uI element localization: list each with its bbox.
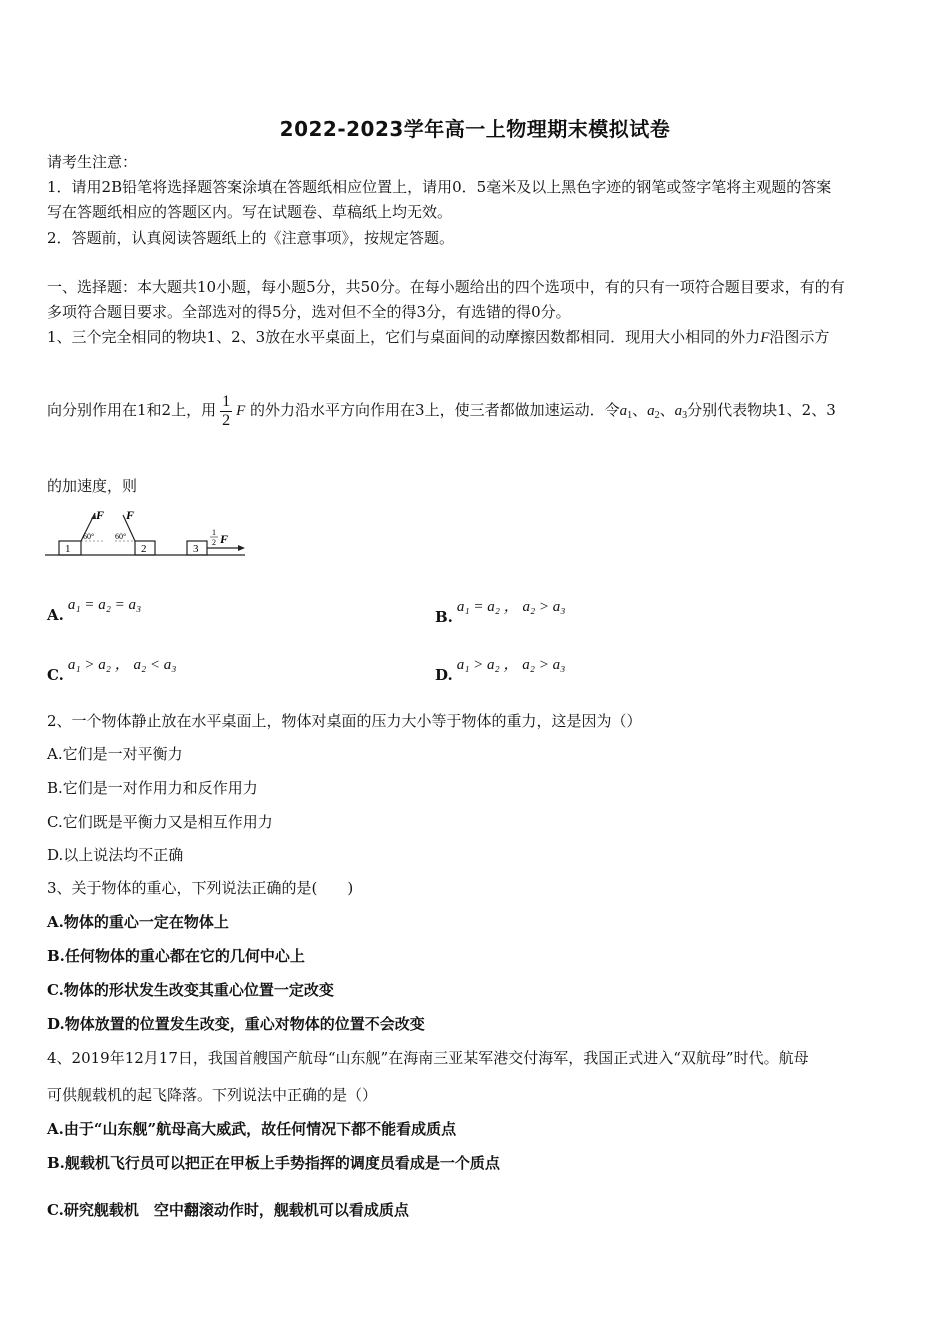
q2-option-a[interactable]: A.它们是一对平衡力 [47, 745, 183, 763]
q2-stem: 2、一个物体静止放在水平桌面上，物体对桌面的压力大小等于物体的重力，这是因为（） [47, 712, 642, 730]
block-2-label: 2 [141, 543, 147, 555]
half-fraction [220, 393, 232, 430]
q3-stem: 3、关于物体的重心，下列说法正确的是( ) [47, 879, 354, 897]
q1-option-a[interactable] [47, 597, 142, 624]
q1-stem-line-2 [47, 390, 836, 436]
q2-option-d[interactable]: D.以上说法均不正确 [47, 846, 184, 864]
q4-option-a[interactable]: A.由于“山东舰”航母高大威武，故任何情况下都不能看成质点 [47, 1120, 457, 1138]
force-label-2: F [126, 508, 135, 522]
q1-option-c[interactable] [47, 656, 177, 684]
force-variable: F [236, 403, 246, 419]
q1-stem-text-end: 沿图示方 [769, 328, 830, 346]
half-den-label: 2 [212, 538, 216, 547]
q3-option-c[interactable]: C.物体的形状发生改变其重心位置一定改变 [47, 981, 334, 999]
q3-option-a[interactable]: A.物体的重心一定在物体上 [47, 913, 229, 931]
option-expression: a₁ > a₂ ， a₂ > a₃ [456, 657, 566, 673]
notice-item-1-line-1: 1．请用2B铅笔将选择题答案涂填在答题纸相应位置上，请用0．5毫米及以上黑色字迹的钢笔或签字笔将主观题的答案 [47, 178, 832, 196]
section-1-intro-line-1: 一、选择题：本大题共10小题，每小题5分，共50分。在每小题给出的四个选项中，有的只有一项符合题目要求，有的有 [47, 278, 845, 296]
q4-stem-line-2: 可供舰载机的起飞降落。下列说法中正确的是（） [47, 1086, 378, 1104]
force-label-3: F [220, 532, 229, 546]
q4-option-b[interactable]: B.舰载机飞行员可以把正在甲板上手势指挥的调度员看成是一个质点 [47, 1154, 500, 1172]
q1-stem-line-3: 的加速度，则 [47, 477, 138, 495]
section-1-intro-line-2: 多项符合题目要求。全部选对的得5分，选对但不全的得3分，有选错的得0分。 [47, 303, 571, 321]
q2-option-b[interactable]: B.它们是一对作用力和反作用力 [47, 779, 258, 797]
q1-option-d[interactable] [435, 656, 566, 684]
block-3-label: 3 [193, 543, 199, 555]
angle-label-2: 60° [115, 532, 127, 541]
option-label: B. [435, 608, 453, 626]
page-title: 2022-2023学年高一上物理期末模拟试卷 [279, 117, 671, 141]
q1-stem-text-b: 的外力沿水平方向作用在3上，使三者都做加速运动．令 [250, 401, 620, 419]
option-expression: a₁ = a₂ = a₃ [67, 597, 142, 613]
notice-item-2: 2．答题前，认真阅读答题纸上的《注意事项》，按规定答题。 [47, 229, 455, 247]
half-num-label: 1 [212, 528, 216, 537]
q3-option-d[interactable]: D.物体放置的位置发生改变，重心对物体的位置不会改变 [47, 1015, 425, 1033]
separator: 、 [632, 401, 648, 419]
force-label-1: F [96, 508, 105, 522]
q1-stem-text-c: 分别代表物块1、2、3 [687, 401, 836, 419]
blocks-figure [45, 505, 250, 560]
block-1-label: 1 [65, 543, 71, 555]
q1-stem-line-1 [47, 327, 829, 348]
fraction-denominator: 2 [222, 411, 231, 429]
option-expression: a₁ = a₂ ， a₂ > a₃ [456, 599, 566, 615]
fraction-numerator: 1 [222, 392, 231, 410]
force-variable: F [760, 330, 770, 346]
option-label: C. [47, 666, 64, 684]
q3-option-b[interactable]: B.任何物体的重心都在它的几何中心上 [47, 947, 305, 965]
q4-stem-line-1: 4、2019年12月17日，我国首艘国产航母“山东舰”在海南三亚某军港交付海军，我国正式进入“双航母”时代。航母 [47, 1049, 809, 1067]
separator: 、 [659, 401, 675, 419]
option-label: D. [435, 666, 453, 684]
option-label: A. [47, 606, 64, 624]
q2-option-c[interactable]: C.它们既是平衡力又是相互作用力 [47, 813, 273, 831]
accel-a1: $a_1$ [619, 403, 633, 421]
q1-force-diagram [45, 505, 250, 564]
accel-a3: $a_3$ [674, 403, 688, 421]
q1-stem-text-a: 向分别作用在1和2上，用 [47, 401, 217, 419]
force-arrow-3-head [238, 545, 245, 551]
notice-item-1-line-2: 写在答题纸相应的答题区内。写在试题卷、草稿纸上均无效。 [47, 203, 453, 221]
notice-heading: 请考生注意： [47, 153, 138, 171]
q4-option-c[interactable]: C.研究舰载机 空中翻滚动作时，舰载机可以看成质点 [47, 1201, 409, 1219]
accel-a2: $a_2$ [647, 403, 660, 421]
option-expression: a₁ > a₂ ， a₂ < a₃ [67, 657, 177, 673]
angle-label-1: 60° [83, 532, 95, 541]
q1-option-b[interactable] [435, 598, 566, 626]
q1-stem-text: 1、三个完全相同的物块1、2、3放在水平桌面上，它们与桌面间的动摩擦因数都相同．现用大小相同的外力 [47, 328, 761, 346]
